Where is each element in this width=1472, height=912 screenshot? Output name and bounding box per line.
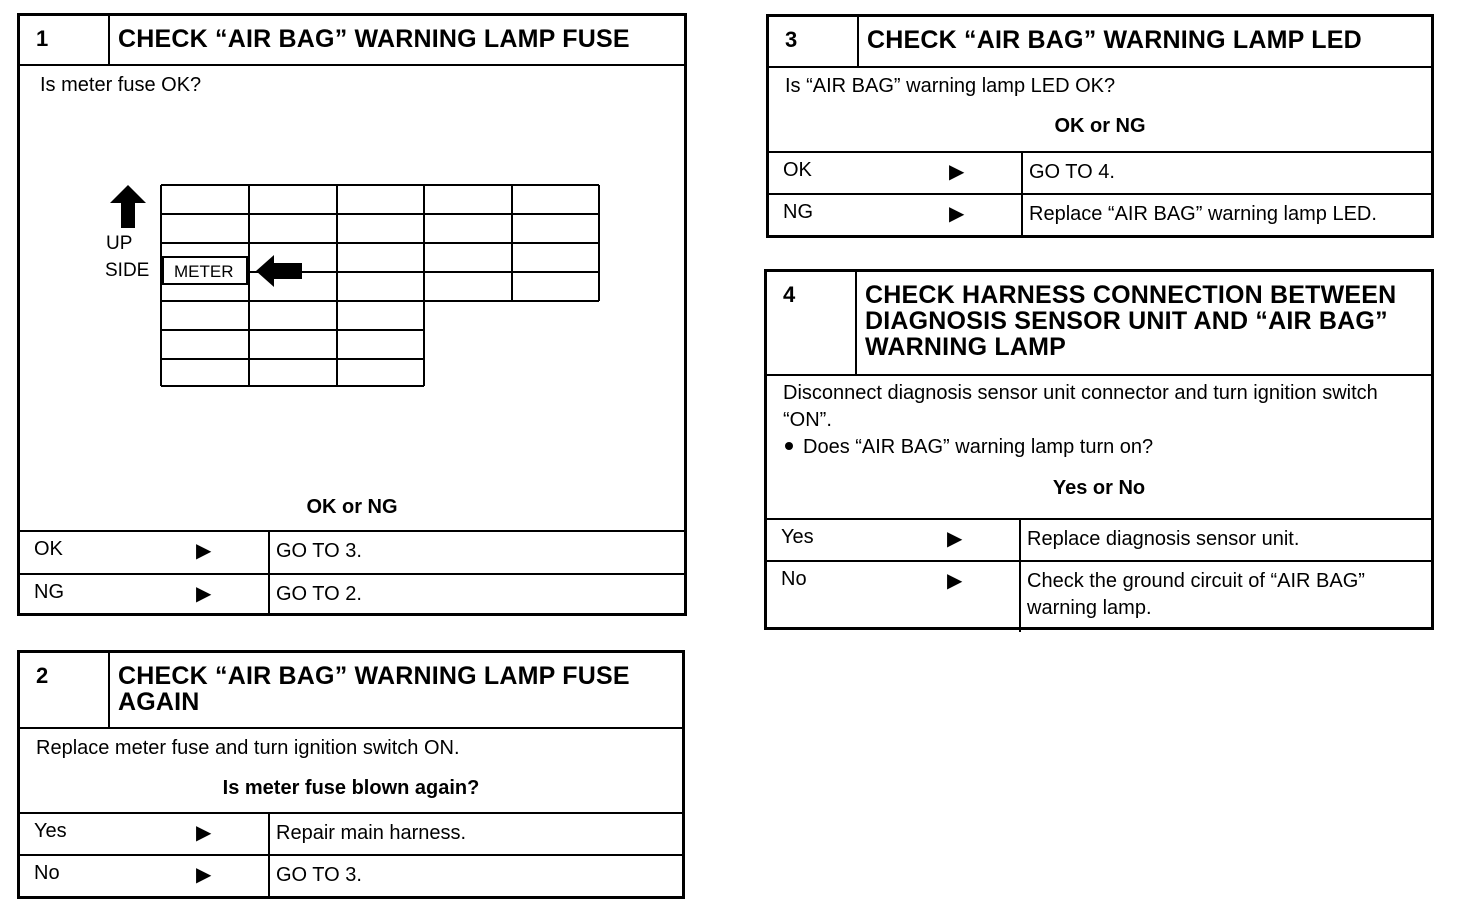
step-1-row-ng [20,573,684,616]
step-3-row-ok [769,151,1431,193]
step-4-bullet-text: Does “AIR BAG” warning lamp turn on? [803,436,1154,458]
condition-label: Yes [34,820,67,842]
step-3-question: Is “AIR BAG” warning lamp LED OK? [785,75,1116,97]
step-4-row-no [767,560,1431,632]
step-3-number: 3 [769,17,859,66]
action-text: Repair main harness. [268,814,682,854]
step-2-header [20,653,682,729]
result-arrow-icon: ▶ [196,864,212,886]
step-3-title: CHECK “AIR BAG” WARNING LAMP LED [867,26,1362,54]
step-2-question: Is meter fuse blown again? [222,777,480,799]
result-arrow-icon: ▶ [947,570,963,592]
step-1-number: 1 [20,16,110,64]
bullet-icon [785,442,793,450]
step-3-box [766,14,1434,238]
step-3-row-ng [769,193,1431,235]
result-arrow-icon: ▶ [196,583,212,605]
pointer-arrow-icon [256,255,302,287]
step-2-box [17,650,685,899]
action-text: Replace diagnosis sensor unit. [1019,520,1431,560]
step-3-header [769,17,1431,68]
step-4-result-header: Yes or No [1052,477,1146,499]
condition-label: No [34,862,60,884]
up-label: UP [106,233,133,254]
step-2-instruction: Replace meter fuse and turn ignition switch ON. [36,737,460,759]
step-1-box [17,13,687,616]
step-1-title: CHECK “AIR BAG” WARNING LAMP FUSE [118,25,630,53]
step-1-header [20,16,684,66]
step-4-bullet-item [767,434,1431,461]
condition-label: NG [783,201,813,223]
step-1-row-ok [20,530,684,573]
meter-fuse-label: METER [174,262,234,281]
action-text: Replace “AIR BAG” warning lamp LED. [1021,195,1431,235]
step-1-result-header: OK or NG [306,496,398,518]
side-label: SIDE [105,260,150,281]
step-4-number: 4 [767,272,857,374]
step-2-title: CHECK “AIR BAG” WARNING LAMP FUSE AGAIN [118,662,630,716]
action-text: GO TO 2. [268,575,684,616]
action-text: GO TO 3. [268,856,682,896]
step-3-result-header: OK or NG [1054,115,1146,137]
condition-label: No [781,568,807,590]
step-2-number: 2 [20,653,110,727]
step-4-header [767,272,1431,376]
result-arrow-icon: ▶ [949,203,965,225]
result-arrow-icon: ▶ [947,528,963,550]
action-text: GO TO 4. [1021,153,1431,193]
condition-label: OK [783,159,812,181]
fuse-block-diagram [90,181,690,421]
step-2-row-no [20,854,682,896]
step-4-row-yes [767,518,1431,560]
condition-label: OK [34,538,63,560]
step-4-box [764,269,1434,630]
step-4-title: CHECK HARNESS CONNECTION BETWEEN DIAGNOSIS SENSOR UNIT AND “AIR BAG” WARNING LAMP [865,281,1397,361]
result-arrow-icon: ▶ [949,161,965,183]
action-text: GO TO 3. [268,532,684,573]
step-4-instruction: Disconnect diagnosis sensor unit connector and turn ignition switch “ON”. [783,382,1378,431]
result-arrow-icon: ▶ [196,540,212,562]
action-text: Check the ground circuit of “AIR BAG” warning lamp. [1019,562,1431,632]
step-1-question: Is meter fuse OK? [40,74,202,96]
condition-label: Yes [781,526,814,548]
result-arrow-icon: ▶ [196,822,212,844]
fuse-grid [161,185,599,386]
step-2-row-yes [20,812,682,854]
up-arrow-icon [110,185,146,228]
condition-label: NG [34,581,64,603]
